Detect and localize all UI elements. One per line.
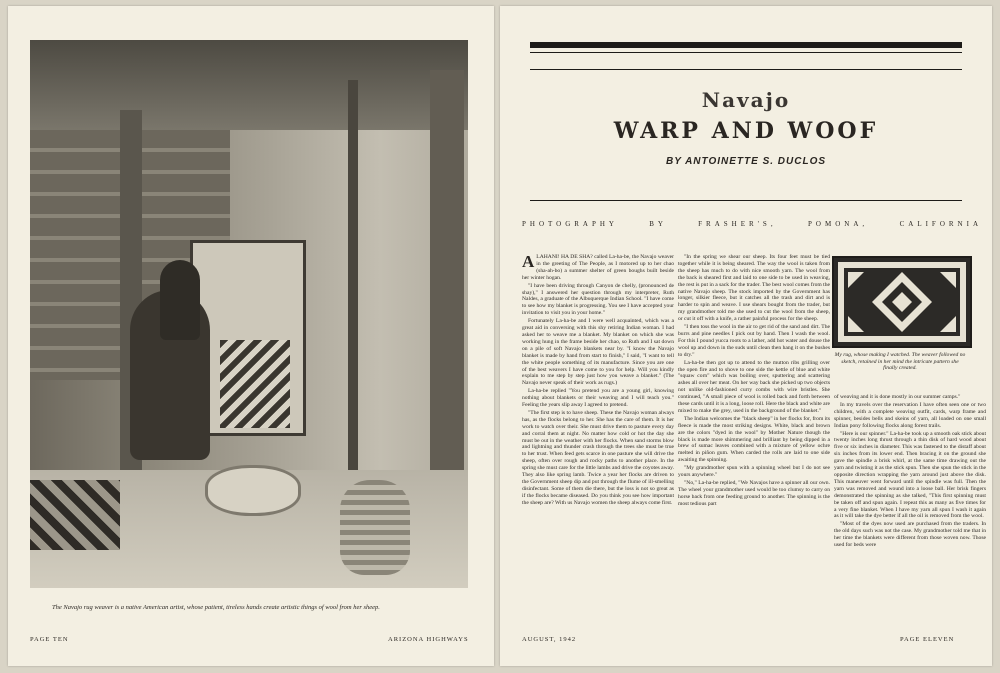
pottery-jar [340,480,410,575]
paragraph: "My grandmother spun with a spinning wheel but I do not see yours anywhere." [678,465,830,479]
text-column-1 [522,254,674,632]
top-rule-thick [530,42,962,48]
paragraph: LAHANI! HA DE SHA? called La-ha-be, the Navajo weaver in the greeting of The People, as I motored up to her chao (sha-ah-bo) a summer shelter of green boughs built beside her winter hogan. [522,254,674,281]
paragraph: Fortunately La-ha-be and I were well acquainted, which was a great aid in conversing with this shy retiring Indian woman. I had asked her to weave me a blanket. My blanket on which she was working hung in the frame beside her chao, so Ruth and I sat down on a pile of soft Navajo blankets near by. "I know the Navajo blanket is made by hand from start to finish," I said, "I want to tell the white people something of its manufacture. Since you are one of the best weavers I have come to you for help. Will you kindly explain to me step by step just how you weave a blanket." (The Navajo never speak of their work as rugs.) [522,318,674,387]
article-title-line2: WARP AND WOOF [613,118,879,144]
rug-caption: My rug, whose making I watched. The weaver followed no sketch, retained in her mind the intricate pattern she finally created. [834,352,966,372]
paragraph: La-ha-be then got up to attend to the mutton ribs grilling over the open fire and to shove to one side the kettle of blue and white "squaw corn" which was boiling over, sputtering and scattering ashes all over her meat. On her way back she picked up two objects not unlike old-fashioned curry combs with wire bristles. She continued, "A small piece of wool is rolled back and forth between these cards until it is a long, loose roll. Here the black and white are mixed to make the grey, used in the background of the blanket." [678,359,830,414]
text-column-2 [678,254,830,632]
magazine-name: ARIZONA HIGHWAYS [388,636,469,643]
loom-rug-pattern [220,340,290,428]
paragraph: "Most of the dyes now used are purchased from the traders. In the old days such was not the case. My grandmother told me that in her time the blankets were different from those woven now. Those used for beds were [834,521,986,549]
paragraph: "In the spring we shear our sheep. Its four feet must be tied together while it is being sheared. The way the wool is taken from the sheep has much to do with nice smooth yarn. The wool from the back is sheared first and laid to one side to be used in weaving, the rest is put in a sack for the trader. The best wool comes from the native Navajo sheep. The stock imported by the Government has longer, silkier fleece, but it catches all the trash and dirt and is harder to spin and weave. I use shears bought from the trader, but my grandmother told me she used to cut the wool from the sheep, or cut it off with a knife, a rather painful process for the sheep. [678,254,830,323]
byline: BY ANTOINETTE S. DUCLOS [665,156,827,167]
paragraph: The Indian welcomes the "black sheep" in her flocks for, from its fleece is made the most striking designs. White, black and brown are the colors "dyed in the wool" by Mother Nature though the black is made more shimmering and brilliant by being dipped in a brew of sumac leaves combined with a mixture of yellow ochre melted in piñon gum. When carded the rolls are laid to one side awaiting the spinning. [678,415,830,464]
photo-caption: The Navajo rug weaver is a native American artist, whose patient, tireless hands create artistic things of wool from her sheep. [52,604,380,611]
paragraph: "The first step is to have sheep. These the Navajo woman always has, as the flocks belong to her. She has the care of them. It is her work to watch over their. She must drive them to pasture every day and corral them at night. No matter how cold or hot the day she must be out in the weather with her flocks. When sand storms blow and lightning and thunder crash through the trees she must be true to her trust. When feed gets scarce in one pasture she will drive the sheep, often over rough and rocky paths to another place. In the spring she must care for the little lambs and drive the coyotes away. They also like spring lamb. Twice a year her flocks are driven to the Government sheep dip and put through the flume of ill-smelling disinfectant. Some of them die there, but the loss is not so great as if the flocks became diseased. Do you think you see how important the sheep are? With us Navajo women the sheep always come first. [522,409,674,506]
paragraph: In my travels over the reservation I have often seen one or two children, with a complete weaving outfit, cards, warp frame and spinner, besides bells and skeins of yarn, all loaded on one small Indian pony following flocks along forest trails. [834,401,986,429]
paragraph: La-ha-be replied "You pretend you are a young girl, knowing nothing about blankets or their weaving and I will teach you." Feeling the years slip away I agreed to pretend. [522,388,674,409]
weaver-photo [30,40,468,588]
paragraph: of weaving and it is done mostly in our summer camps." [834,394,961,400]
right-page [500,6,992,666]
paragraph: "No," La-ha-be replied, "We Navajos have a spinner all our own. The wheel your grandmother used would be too clumsy to carry on horse back from one feeding ground to another. The spinning is the most tedious part [678,480,830,507]
paragraph: "I have been driving through Canyon de chelly, (pronounced de shay)," I answered her question through my interpreter, Ruth Naldes, a graduate of the Albuquerque Indian School. "I have come to see how my blanket is progressing. You see I have accepted your invitation to visit you in your home." [522,282,674,317]
top-rule-thin [530,52,962,53]
photo-credit: PHOTOGRAPHY BY FRASHER'S, POMONA, CALIFORNIA [522,220,982,228]
rug-photo [832,256,972,348]
basket [205,465,301,516]
drop-cap: A [522,254,535,271]
text-column-3 [834,394,986,634]
child-figure [160,260,200,340]
issue-date: AUGUST, 1942 [522,636,577,643]
page-number-right: PAGE ELEVEN [900,636,955,643]
mid-rule [530,200,962,201]
paragraph: "I then toss the wool in the air to get rid of the sand and dirt. The burrs and pine needles I pick out by hand. Then I wash the wool. For this I pound yucca roots to a lather, add hot water and douse the wool up and down in the suds until clean then hang it on the bushes to dry." [678,324,830,358]
roof-shade [30,40,468,130]
rug-on-ground [30,480,120,550]
paragraph: "Here is our spinner." La-ha-be took up a smooth oak stick about twenty inches long thrust through a thin disk of hard wood about five or six inches in diameter. This was fastened to the distaff about six inches from its lower end. Then bracing it on the ground she gave the spindle a brisk whirl, at the same time drawing out the yarn and twisting it as the stick spun. Then she spun the stick in the opposite direction wrapping the yarn around just above the disk. This maneuver went forward until the spindle was full. Then the yarn was removed and wound into a loose ball. Her brisk fingers demonstrated the spinning as she talked, "This first spinning must be taken off and spun again. I repeat this as many as five times for a very fine blanket. When I have my yarn all spun I wash it again as it will take the dye better if all the oil is removed from the wool. [834,430,986,520]
article-title-line1: Navajo [701,88,791,112]
left-page [8,6,494,666]
rug-pattern-graphic [834,258,970,346]
top-rule-thin-2 [530,69,962,70]
page-number-left: PAGE TEN [30,636,69,643]
